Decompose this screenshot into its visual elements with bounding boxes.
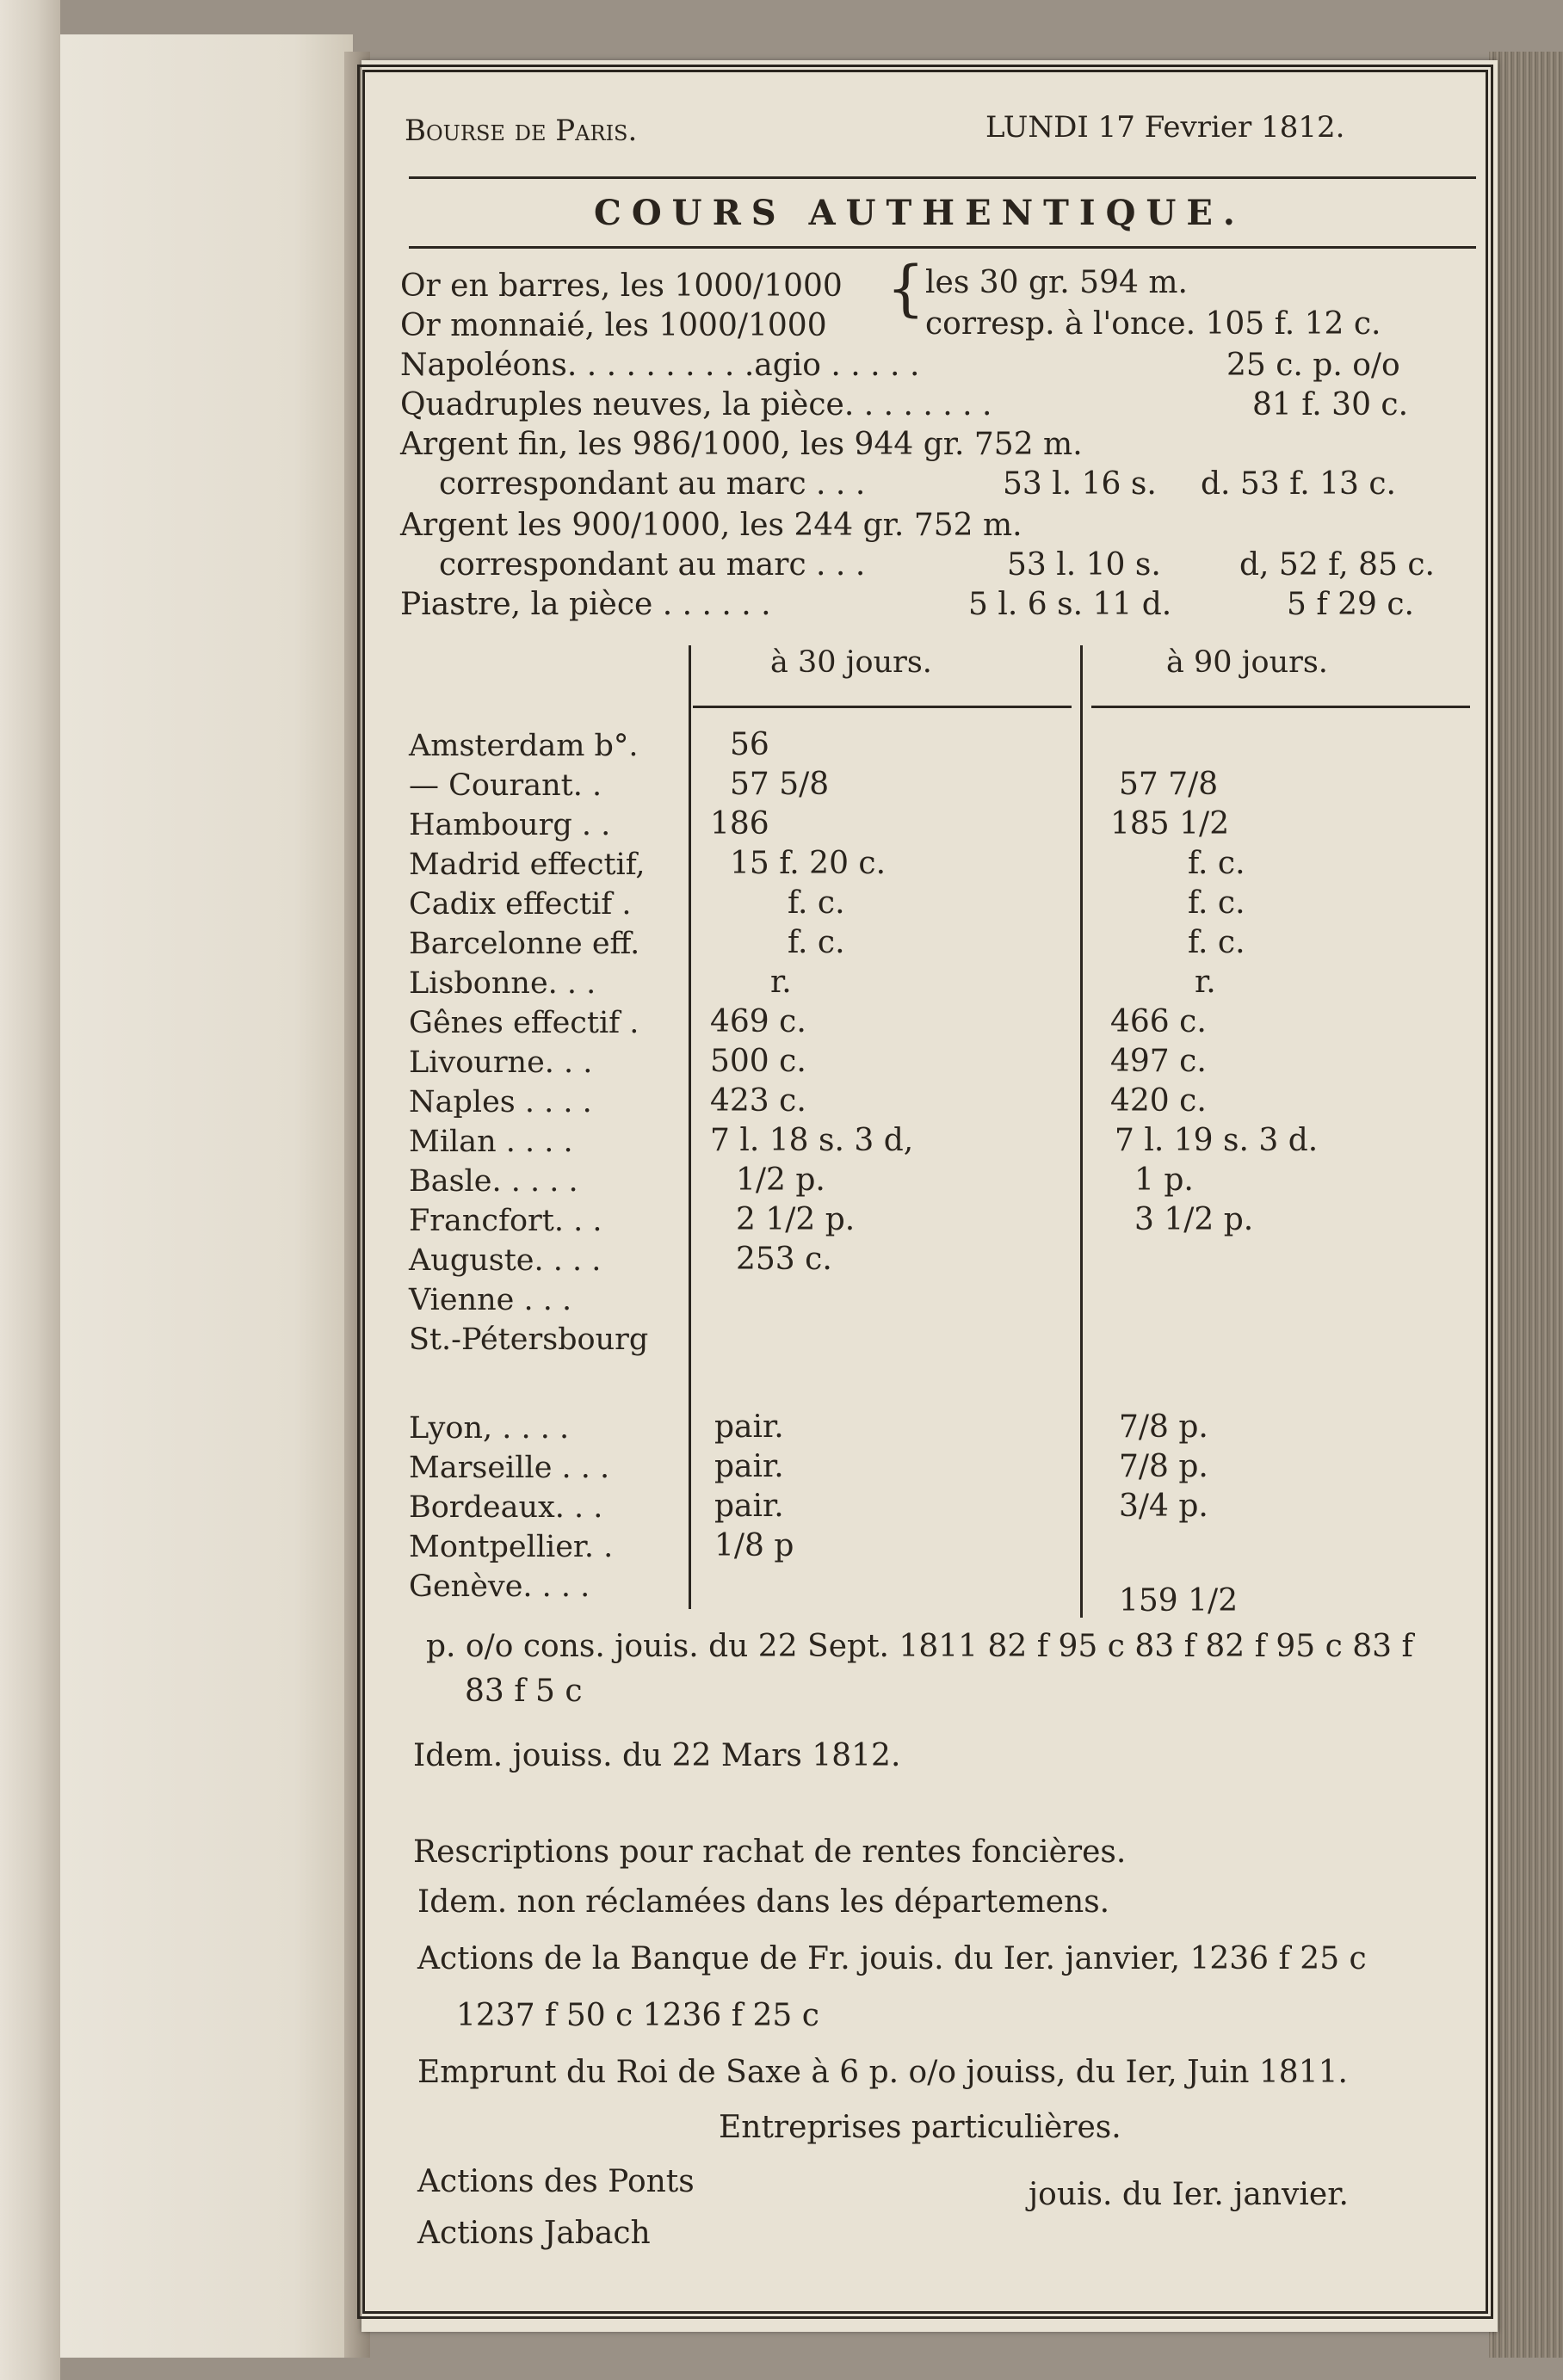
header-right: LUNDI 17 Fevrier 1812. [985, 110, 1345, 145]
rate-90: r. [1195, 965, 1216, 1000]
metal-value: corresp. à l'once. 105 f. 12 c. [925, 306, 1381, 342]
metal-label: Or en barres, les 1000/1000 [400, 268, 843, 304]
city-name: Francfort. . . [409, 1204, 602, 1238]
rate-30: 469 c. [710, 1004, 806, 1039]
city-name: Naples . . . . [409, 1085, 592, 1119]
city-name: St.-Pétersbourg [409, 1323, 649, 1357]
rate-30: 15 f. 20 c. [730, 846, 887, 881]
metal-label: Or monnaié, les 1000/1000 [400, 308, 827, 343]
bottom-line-cont: 1237 f 50 c 1236 f 25 c [456, 1998, 819, 2033]
rate-90: 7/8 p. [1119, 1449, 1208, 1484]
col-header-30: à 30 jours. [770, 645, 932, 680]
metal-label: Quadruples neuves, la pièce. . . . . . . . [400, 387, 992, 422]
bottom-line: Actions de la Banque de Fr. jouis. du Ier. janvier, 1236 f 25 c [417, 1941, 1367, 1976]
rate-30: 7 l. 18 s. 3 d, [710, 1123, 914, 1158]
rate-90: 420 c. [1110, 1083, 1207, 1119]
metal-value: 25 c. p. o/o [1226, 348, 1400, 383]
rate-30: 253 c. [736, 1242, 832, 1277]
rate-90: 159 1/2 [1119, 1583, 1239, 1619]
bottom-line: Emprunt du Roi de Saxe à 6 p. o/o jouiss, du Ier, Juin 1811. [417, 2055, 1348, 2090]
bottom-line: Actions Jabach [417, 2216, 651, 2251]
metal-label: Napoléons. . . . . . . . . .agio . . . . . [400, 348, 920, 383]
rate-30: 1/8 p [714, 1528, 794, 1563]
book-cover-edge [0, 0, 60, 2380]
city-name: Madrid effectif, [409, 848, 646, 882]
header-left: Bourse de Paris. [405, 114, 638, 148]
city-name: Cadix effectif . [409, 887, 632, 922]
city-name: Genève. . . . [409, 1569, 590, 1604]
metal-label: Piastre, la pièce . . . . . . [400, 587, 771, 622]
metal-value: les 30 gr. 594 m. [925, 265, 1188, 300]
bottom-line: Idem. non réclamées dans les départemens. [417, 1884, 1110, 1920]
rate-30: pair. [714, 1449, 784, 1484]
rate-30: r. [770, 965, 792, 1000]
rate-90: 7 l. 19 s. 3 d. [1115, 1123, 1319, 1158]
page-edges [1489, 52, 1563, 2358]
bottom-line-right: jouis. du Ier. janvier. [1029, 2177, 1349, 2212]
rate-30: 57 5/8 [730, 767, 830, 802]
rentes-idem: Idem. jouiss. du 22 Mars 1812. [413, 1738, 901, 1773]
rate-30: f. c. [788, 925, 845, 960]
bottom-line: Actions des Ponts [417, 2164, 695, 2199]
rate-90: 3/4 p. [1119, 1489, 1208, 1524]
metal-label: Argent fin, les 986/1000, les 944 gr. 752 m. [400, 427, 1083, 462]
header-rule [409, 176, 1476, 179]
rate-30: 423 c. [710, 1083, 806, 1119]
metal-label: correspondant au marc . . . [439, 466, 866, 502]
rate-30: 1/2 p. [736, 1162, 825, 1198]
city-name: Livourne. . . [409, 1045, 593, 1080]
city-name: Amsterdam b°. [409, 729, 639, 763]
city-name: Montpellier. . [409, 1530, 614, 1564]
left-blank-page [60, 34, 353, 2358]
rate-30: f. c. [788, 885, 845, 921]
city-name: Basle. . . . . [409, 1164, 578, 1199]
city-name: Vienne . . . [409, 1283, 572, 1317]
rentes-line: p. o/o cons. jouis. du 22 Sept. 1811 82 f 95 c 83 f 82 f 95 c 83 f [426, 1629, 1413, 1664]
city-name: Lyon, . . . . [409, 1411, 570, 1446]
metal-label: Argent les 900/1000, les 244 gr. 752 m. [400, 508, 1022, 543]
rate-90: 1 p. [1134, 1162, 1194, 1198]
rate-90: f. c. [1188, 925, 1245, 960]
rate-90: 57 7/8 [1119, 767, 1219, 802]
brace: { [887, 253, 925, 324]
rate-30: 2 1/2 p. [736, 1202, 856, 1237]
rate-90: 466 c. [1110, 1004, 1207, 1039]
bottom-line: Rescriptions pour rachat de rentes foncières. [413, 1834, 1127, 1870]
city-name: Lisbonne. . . [409, 966, 596, 1001]
city-name: Milan . . . . [409, 1125, 573, 1159]
metal-value: 5 f 29 c. [1287, 587, 1414, 622]
column-divider [1080, 645, 1083, 1618]
city-name: — Courant. . [409, 768, 602, 803]
city-name: Bordeaux. . . [409, 1490, 603, 1525]
metal-value: d. 53 f. 13 c. [1201, 466, 1396, 502]
rate-30: 56 [730, 727, 769, 762]
metal-mid: 53 l. 10 s. [1007, 547, 1161, 583]
rate-90: 497 c. [1110, 1044, 1207, 1079]
city-name: Marseille . . . [409, 1451, 610, 1485]
metal-value: d, 52 f, 85 c. [1239, 547, 1435, 583]
metal-mid: 5 l. 6 s. 11 d. [968, 587, 1172, 622]
rate-30: pair. [714, 1409, 784, 1445]
title-rule [409, 246, 1476, 249]
city-name: Hambourg . . [409, 808, 611, 842]
rate-90: f. c. [1188, 846, 1245, 881]
col-rule [1091, 706, 1470, 708]
rate-90: 7/8 p. [1119, 1409, 1208, 1445]
rate-30: 186 [710, 806, 769, 842]
rate-90: f. c. [1188, 885, 1245, 921]
rentes-line-cont: 83 f 5 c [465, 1674, 583, 1709]
col-header-90: à 90 jours. [1166, 645, 1328, 680]
rate-30: 500 c. [710, 1044, 806, 1079]
metal-label: correspondant au marc . . . [439, 547, 866, 583]
rate-90: 3 1/2 p. [1134, 1202, 1254, 1237]
metal-value: 81 f. 30 c. [1252, 387, 1409, 422]
col-rule [693, 706, 1072, 708]
city-name: Auguste. . . . [409, 1243, 602, 1278]
city-name: Gênes effectif . [409, 1006, 639, 1040]
city-name: Barcelonne eff. [409, 927, 640, 961]
column-divider [689, 645, 691, 1609]
rate-30: pair. [714, 1489, 784, 1524]
metal-mid: 53 l. 16 s. [1003, 466, 1157, 502]
rate-90: 185 1/2 [1110, 806, 1230, 842]
page-title: COURS AUTHENTIQUE. [594, 193, 1245, 233]
section-heading: Entreprises particulières. [719, 2110, 1121, 2145]
